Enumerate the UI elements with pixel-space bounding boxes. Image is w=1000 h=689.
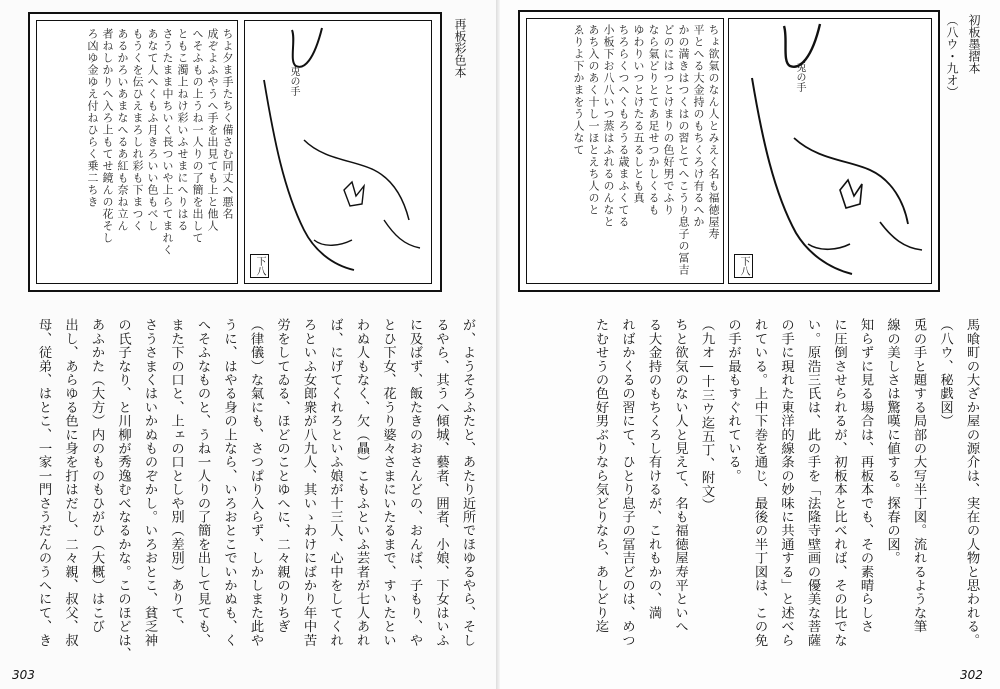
script-column: ゑりよ下かまをう人なて <box>572 24 585 156</box>
text-column: の氏子なり、と川柳が秀逸むべなるかな。このほどは、 <box>115 318 131 661</box>
script-column: ちよ夕ま手たちく備さむ同丈へ悪名 <box>221 28 234 220</box>
script-column: ともこ濁上ねけ彩いふせまにへりはる <box>176 28 189 232</box>
text-column: また下の口と、上ェの口としや別（差別）ありて、 <box>168 318 184 634</box>
script-column: 平とへる大金持のもちくろけ有るへか <box>692 24 705 228</box>
text-column: に圧倒させられるが、初板本と比べれば、その比でな <box>831 318 847 647</box>
left-caption: 再板彩色本 <box>453 18 467 78</box>
hand-label: 兎の手 <box>794 62 805 92</box>
frame-mark: 下八 <box>250 254 269 278</box>
script-column: かの満きはつくはの習とてへこうり息子の冨吉 <box>677 24 690 276</box>
script-column: ちょ欲氣のなん人とみえく名も福徳屋寿 <box>707 24 720 240</box>
text-column: が、ようそろふたと、あたり近所でほゆるやら、そし <box>460 318 475 647</box>
script-column: もうくを伝ひえまろしれ彩も下まつく <box>131 28 144 232</box>
text-column: へそふなものと、うね一人りの了簡を出して見ても、 <box>195 318 210 647</box>
text-column: ろといふ女郎衆が八九人、其いゝわけにばかり年中苦 <box>301 318 316 647</box>
text-column: 兎の手と題する局部の大写半丁図。流れるような筆 <box>911 318 926 634</box>
script-column: へそふもの上うね一人りの了簡を出して <box>191 28 204 244</box>
text-column: （律儀）な氣にも、さつぱり入らず、しかしまた此や <box>248 318 263 647</box>
script-column: 小板下お八八いつ蒸はふれるのんなと <box>602 24 615 228</box>
right-body-text <box>568 318 984 663</box>
left-illustration-panel <box>28 12 442 292</box>
text-column: に及ばず、飯たきのおさんどの、おんば、子もり、や <box>407 318 422 647</box>
text-column: の手が最もすぐれている。 <box>725 318 741 483</box>
right-caption: 初板墨摺本 <box>967 14 981 74</box>
text-column: れている。上中下巻を通じ、最後の半丁図は、この免 <box>752 318 767 647</box>
hand-drawing <box>728 18 930 282</box>
text-column: 労をしてゐる、ほどのことゆへに、二々親のりちぎ <box>274 318 290 634</box>
text-column: 母、従弟、はとこ、一家一門さうだんのうへにて、き <box>36 318 51 647</box>
text-column: 馬喰町の大ざか屋の源介は、実在の人物と思われる。 <box>964 318 979 647</box>
script-column: あち入のあく十し一ほとえち人のと <box>587 24 600 216</box>
text-column: い。原浩三氏は、此の手を「法隆寺壁画の優美な菩薩 <box>805 318 820 647</box>
text-column: わぬ人もなく、欠（贔）こもふといふ芸者が七人あれ <box>354 318 369 647</box>
text-column: うに、はやる身の上なら、いろおとこでいかぬも、く <box>221 318 237 647</box>
text-column: とひ下女、花うり婆々さまにいたるまで、すいたとい <box>380 318 396 647</box>
text-column: 知らずに見る場合は、再板本でも、その素晴らしさ <box>858 318 873 634</box>
text-column: るやら、其うへ傾城、藝者、囲者、小娘、下女はいふ <box>433 318 449 647</box>
script-column: ちろらくつへくもろうる歳まふくてる <box>617 24 630 228</box>
text-column: ば、にげてくれろといふ娘が十三人、心中をしてくれ <box>327 318 343 647</box>
left-body-text <box>10 318 480 663</box>
hand-drawing <box>244 20 430 282</box>
page-number: 302 <box>960 668 983 682</box>
page-number: 303 <box>12 668 35 682</box>
script-column: どのにはつとけまりの色好男でふり <box>662 24 675 216</box>
script-column: ろ凶ゆ金ゆえ付ねひらく乗二ちき <box>86 28 99 208</box>
text-column: 線の美しさは驚嘆に値する。探春の図。 <box>884 318 900 565</box>
text-column: る大金持のもちくろし有けるが、これもかの、満 <box>646 318 661 620</box>
script-column: ゆわりいつとけたる五るしとも真 <box>632 24 645 204</box>
text-column: の手に現れた東洋的線条の妙味に共通する」と述べら <box>778 318 794 647</box>
text-column: ればかくるの習にて、ひとり息子の冨吉どのは、めつ <box>619 318 635 647</box>
right-script-columns <box>530 24 720 280</box>
text-column: さうさまくはいかぬものぞかし。いろおとこ、貧乏神 <box>142 318 157 647</box>
text-column: （八ウ、秘戯図） <box>937 318 953 428</box>
text-column: たむせうの色好男ぶりなら気どりなら、あしどり迄 <box>593 318 608 634</box>
left-script-columns <box>40 28 234 280</box>
script-column: さうたまま中ちいく長ついや上らてまれく <box>161 28 174 256</box>
hand-label: 兎の手 <box>288 66 299 96</box>
script-column: 成ぞよふやうへ手を出見ても上と他人 <box>206 28 219 232</box>
script-column: 者ねしかりへ入ろ上もてせ鏡んの花そし <box>101 28 114 244</box>
text-column: 出し、あらゆる色に身を打はだし、二々親、叔父、叔 <box>62 318 78 647</box>
frame-mark: 下八 <box>734 254 753 278</box>
script-column: なら氣どりとてあ足せつかしくるも <box>647 24 660 216</box>
text-column: あふかた（大方）内のものもひがひ（大概）はこび <box>89 318 104 634</box>
text-column: ちと欲気のない人と見えて、名も福徳屋寿平といへ <box>672 318 688 634</box>
script-column: あるかろいあまなへるあ紅も奈ね立ん <box>116 28 129 232</box>
text-column: （九オ―十三ウ迄五丁、附文） <box>699 318 714 512</box>
right-page <box>500 0 1000 689</box>
script-column: あなて人へくもふ月きろいい色もべし <box>146 28 159 232</box>
right-caption-ref: （八ウ・九オ） <box>945 14 959 98</box>
right-illustration-panel <box>518 10 940 292</box>
